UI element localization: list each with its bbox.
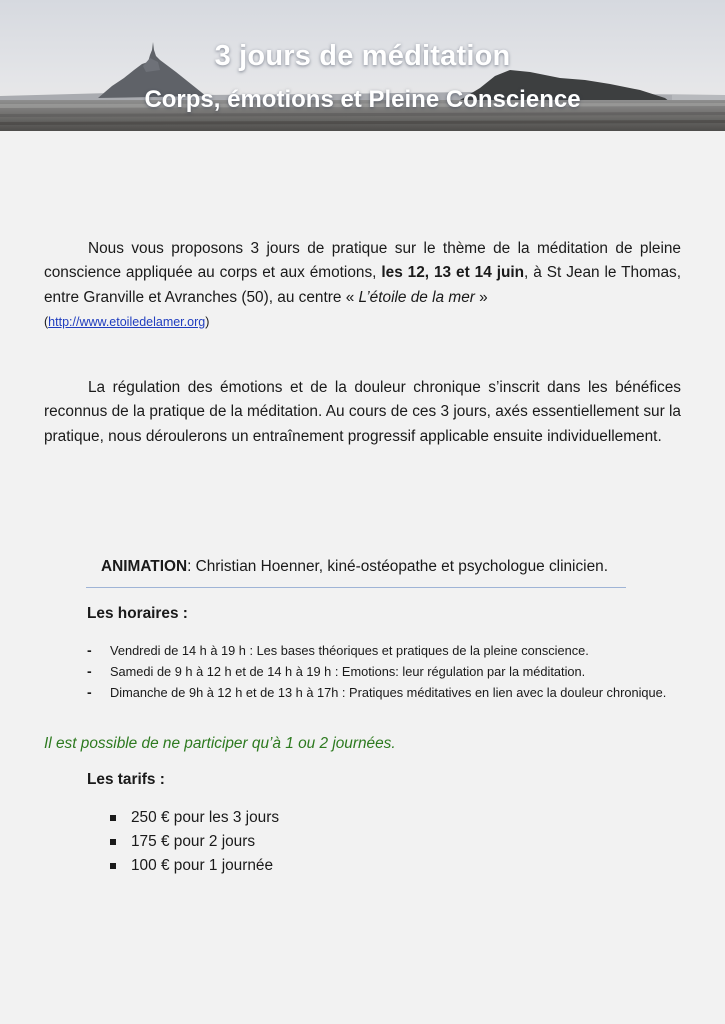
tarifs-list (108, 806, 279, 878)
horaires-list (87, 640, 681, 703)
divider (86, 587, 626, 588)
tarif-3-days: 250 € pour les 3 jours (131, 809, 280, 826)
intro-text-2: , à St Jean le Thomas, entre Granville et Avranches (50), au centre « (44, 264, 681, 306)
url-wrapper (44, 315, 209, 329)
list-item (87, 640, 681, 661)
horaire-saturday: Samedi de 9 h à 12 h et de 14 h à 19 h : Emotions: leur régulation par la méditation. (110, 664, 586, 679)
animation-label: ANIMATION (101, 558, 188, 575)
intro-text-1: Nous vous proposons 3 jours de pratique sur le thème de la méditation de pleine conscience appliquée au corps et aux émotions, (44, 240, 681, 282)
square-bullet-icon (110, 863, 116, 869)
tarifs-heading: Les tarifs : (87, 771, 165, 788)
horaires-heading: Les horaires : (87, 605, 188, 622)
dash-bullet: - (87, 684, 92, 700)
url-open-paren: ( (44, 315, 49, 330)
centre-name: L’étoile de la mer (358, 288, 475, 306)
dash-bullet: - (87, 642, 92, 658)
list-item (108, 806, 279, 830)
url-close-paren: ) (205, 315, 210, 330)
intro-dates: les 12, 13 et 14 juin (381, 264, 525, 282)
intro-paragraph (44, 237, 681, 335)
intro-text-3: » (474, 288, 488, 306)
regulation-text: La régulation des émotions et de la douleur chronique s’inscrit dans les bénéfices reconnus de la pratique de la méditation. Au cours de ces 3 jours, axés essentiellement sur la pratique, nous déroulerons un entraînement progressif applicable ensuite individuellement. (44, 379, 681, 445)
animation-text: : Christian Hoenner, kiné-ostéopathe et psychologue clinicien. (187, 558, 608, 575)
participation-note: Il est possible de ne participer qu’à 1 ou 2 journées. (44, 735, 396, 752)
dash-bullet: - (87, 663, 92, 679)
list-item (87, 682, 681, 703)
list-item (108, 830, 279, 854)
square-bullet-icon (110, 839, 116, 845)
regulation-paragraph (44, 376, 681, 449)
page-title: 3 jours de méditation (214, 40, 511, 72)
horaire-sunday: Dimanche de 9h à 12 h et de 13 h à 17h : Pratiques méditatives en lien avec la douleur chronique. (110, 685, 667, 700)
animation-line (101, 558, 608, 576)
square-bullet-icon (110, 815, 116, 821)
list-item (108, 854, 279, 878)
tarif-1-day: 100 € pour 1 journée (131, 857, 274, 874)
page-subtitle: Corps, émotions et Pleine Conscience (144, 86, 581, 113)
tarif-2-days: 175 € pour 2 jours (131, 833, 256, 850)
list-item (87, 661, 681, 682)
horaire-friday: Vendredi de 14 h à 19 h : Les bases théoriques et pratiques de la pleine conscience. (110, 643, 589, 658)
header-banner (0, 0, 725, 131)
website-link[interactable]: http://www.etoiledelamer.org (48, 315, 206, 330)
